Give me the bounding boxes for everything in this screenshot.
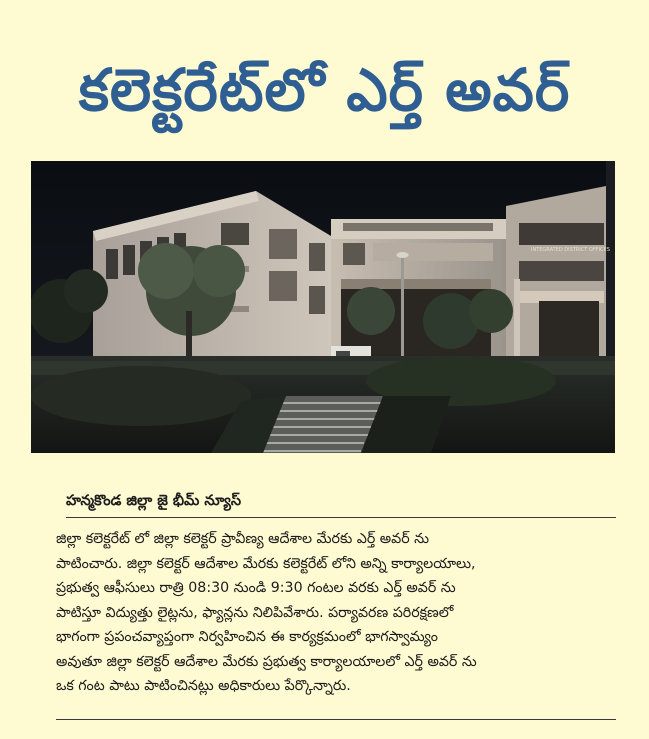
article-body: [56, 527, 630, 699]
divider-bottom: [56, 719, 616, 720]
article-line: పాటిస్తూ విద్యుత్తు లైట్లను, ఫ్యాన్లను నిలిపివేశారు. పర్యావరణ పరిరక్షణలో: [56, 604, 454, 621]
article-line: పాటించారు. జిల్లా కలెక్టర్ ఆదేశాల మేరకు కలెక్టరేట్ లోని అన్ని కార్యాలయాలు,: [56, 555, 476, 572]
collectorate-photo: [31, 161, 615, 453]
building-sign: INTEGRATED DISTRICT OFFICES: [531, 247, 610, 253]
byline: హన్మకొండ జిల్లా జై భీమ్ న్యూస్: [66, 493, 242, 509]
divider-top: [66, 517, 616, 518]
article-line: ప్రభుత్వ ఆఫీసులు రాత్రి 08:30 నుండి 9:30 గంటల వరకు ఎర్త్ అవర్ ను: [56, 580, 456, 596]
article-line: జిల్లా కలెక్టరేట్ లో జిల్లా కలెక్టర్ ప్రావీణ్య ఆదేశాల మేరకు ఎర్త్ అవర్ ను: [56, 531, 430, 547]
headline: కలెక్టరేట్‌లో ఎర్త్ అవర్: [78, 56, 571, 124]
article-line: భాగంగా ప్రపంచవ్యాప్తంగా నిర్వహించిన ఈ కార్యక్రమంలో భాగస్వామ్యం: [56, 629, 438, 645]
article-line: ఒక గంట పాటు పాటించినట్లు అధికారులు పేర్కొన్నారు.: [56, 678, 351, 694]
article-line: అవుతూ జిల్లా కలెక్టర్ ఆదేశాల మేరకు ప్రభుత్వ కార్యాలయాలలో ఎర్త్ అవర్ ను: [56, 653, 477, 670]
building-night-image: [31, 161, 615, 453]
